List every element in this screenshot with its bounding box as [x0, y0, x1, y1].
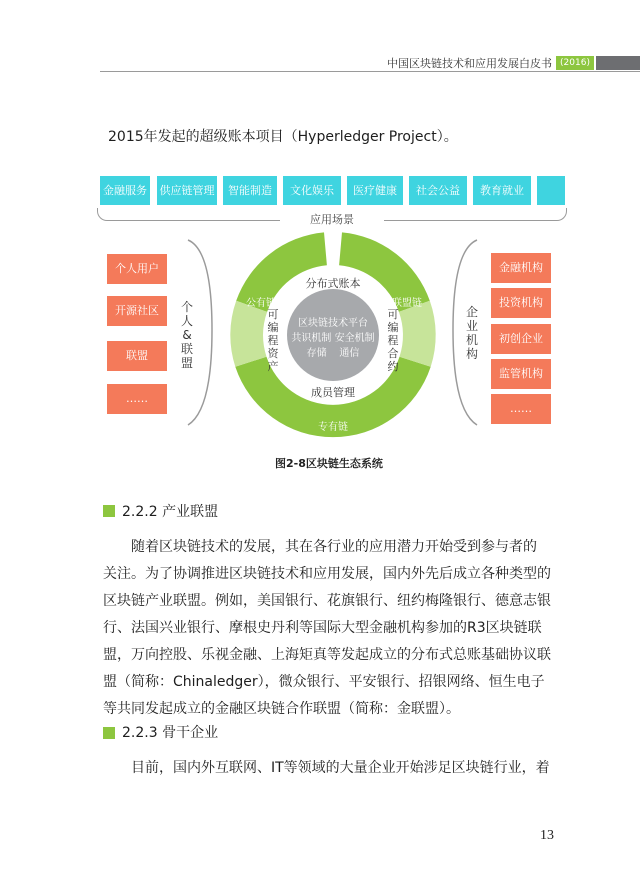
app-box: 教育就业 [473, 176, 531, 205]
ring-right-gap [399, 301, 436, 367]
paragraph-line: 关注。为了协调推进区块链技术和应用发展，国内外先后成立各种类型的 [103, 566, 551, 582]
app-box: 社会公益 [409, 176, 467, 205]
section-marker [103, 727, 115, 739]
core-line-2: 共识机制 安全机制 [291, 333, 375, 344]
section-marker [103, 505, 115, 517]
core-title: 区块链技术平台 [298, 318, 368, 329]
app-box: 医疗健康 [347, 176, 403, 205]
paragraph-line: 随着区块链技术的发展，其在各行业的应用潜力开始受到参与者的 [131, 539, 537, 555]
paragraph-line: 区块链产业联盟。例如，美国银行、花旗银行、纽约梅隆银行、德意志银 [103, 593, 551, 609]
right-item: …… [491, 394, 551, 424]
left-bracket [188, 240, 212, 425]
right-item: 投资机构 [491, 288, 551, 318]
right-item: 监管机构 [491, 359, 551, 389]
private-chain-label: 专有链 [318, 422, 348, 433]
right-item: 金融机构 [491, 253, 551, 283]
app-box: 文化娱乐 [283, 176, 341, 205]
right-bracket [453, 240, 477, 425]
core-line-3: 存储 通信 [306, 348, 360, 359]
right-group-label: 企业机构 [465, 305, 478, 361]
left-group-label: 个人&联盟 [180, 300, 193, 370]
section-title: 2.2.3 骨干企业 [122, 725, 219, 741]
left-item: 联盟 [107, 341, 167, 371]
app-box: 智能制造 [223, 176, 277, 205]
year-badge: (2016) [556, 56, 594, 70]
section-title: 2.2.2 产业联盟 [122, 504, 219, 520]
paragraph-line: 目前，国内外互联网、IT等领域的大量企业开始涉足区块链行业，着 [131, 760, 550, 776]
applications-label: 应用场景 [280, 211, 384, 227]
page-number: 13 [540, 828, 554, 843]
left-item: …… [107, 384, 167, 414]
consortium-chain-label: 联盟链 [392, 298, 422, 309]
distributed-ledger-label: 分布式账本 [305, 277, 361, 290]
left-item: 个人用户 [107, 254, 167, 284]
public-chain-label: 公有链 [246, 298, 276, 309]
app-box: 供应链管理 [157, 176, 217, 205]
app-box: 金融服务 [100, 176, 150, 205]
paragraph-line: 盟（简称：Chinaledger），微众银行、平安银行、招银网络、恒生电子 [103, 674, 545, 690]
left-item: 开源社区 [107, 296, 167, 326]
figure-caption: 图2-8区块链生态系统 [275, 457, 383, 470]
member-management-label: 成员管理 [311, 386, 355, 399]
intro-line: 2015年发起的超级账本项目（Hyperledger Project）。 [108, 129, 458, 145]
ring-left-gap [230, 301, 267, 367]
paragraph-line: 等共同发起成立的金融区块链合作联盟（简称：金联盟）。 [103, 701, 460, 717]
programmable-contract-label: 可编程合约 [387, 308, 399, 373]
right-item: 初创企业 [491, 324, 551, 354]
paragraph-line: 行、法国兴业银行、摩根史丹利等国际大型金融机构参加的R3区块链联 [103, 620, 542, 636]
paragraph-line: 盟，万向控股、乐视金融、上海矩真等发起成立的分布式总账基础协议联 [103, 647, 551, 663]
programmable-asset-label: 可编程资产 [267, 308, 279, 373]
running-header-title: 中国区块链技术和应用发展白皮书 [387, 57, 552, 70]
